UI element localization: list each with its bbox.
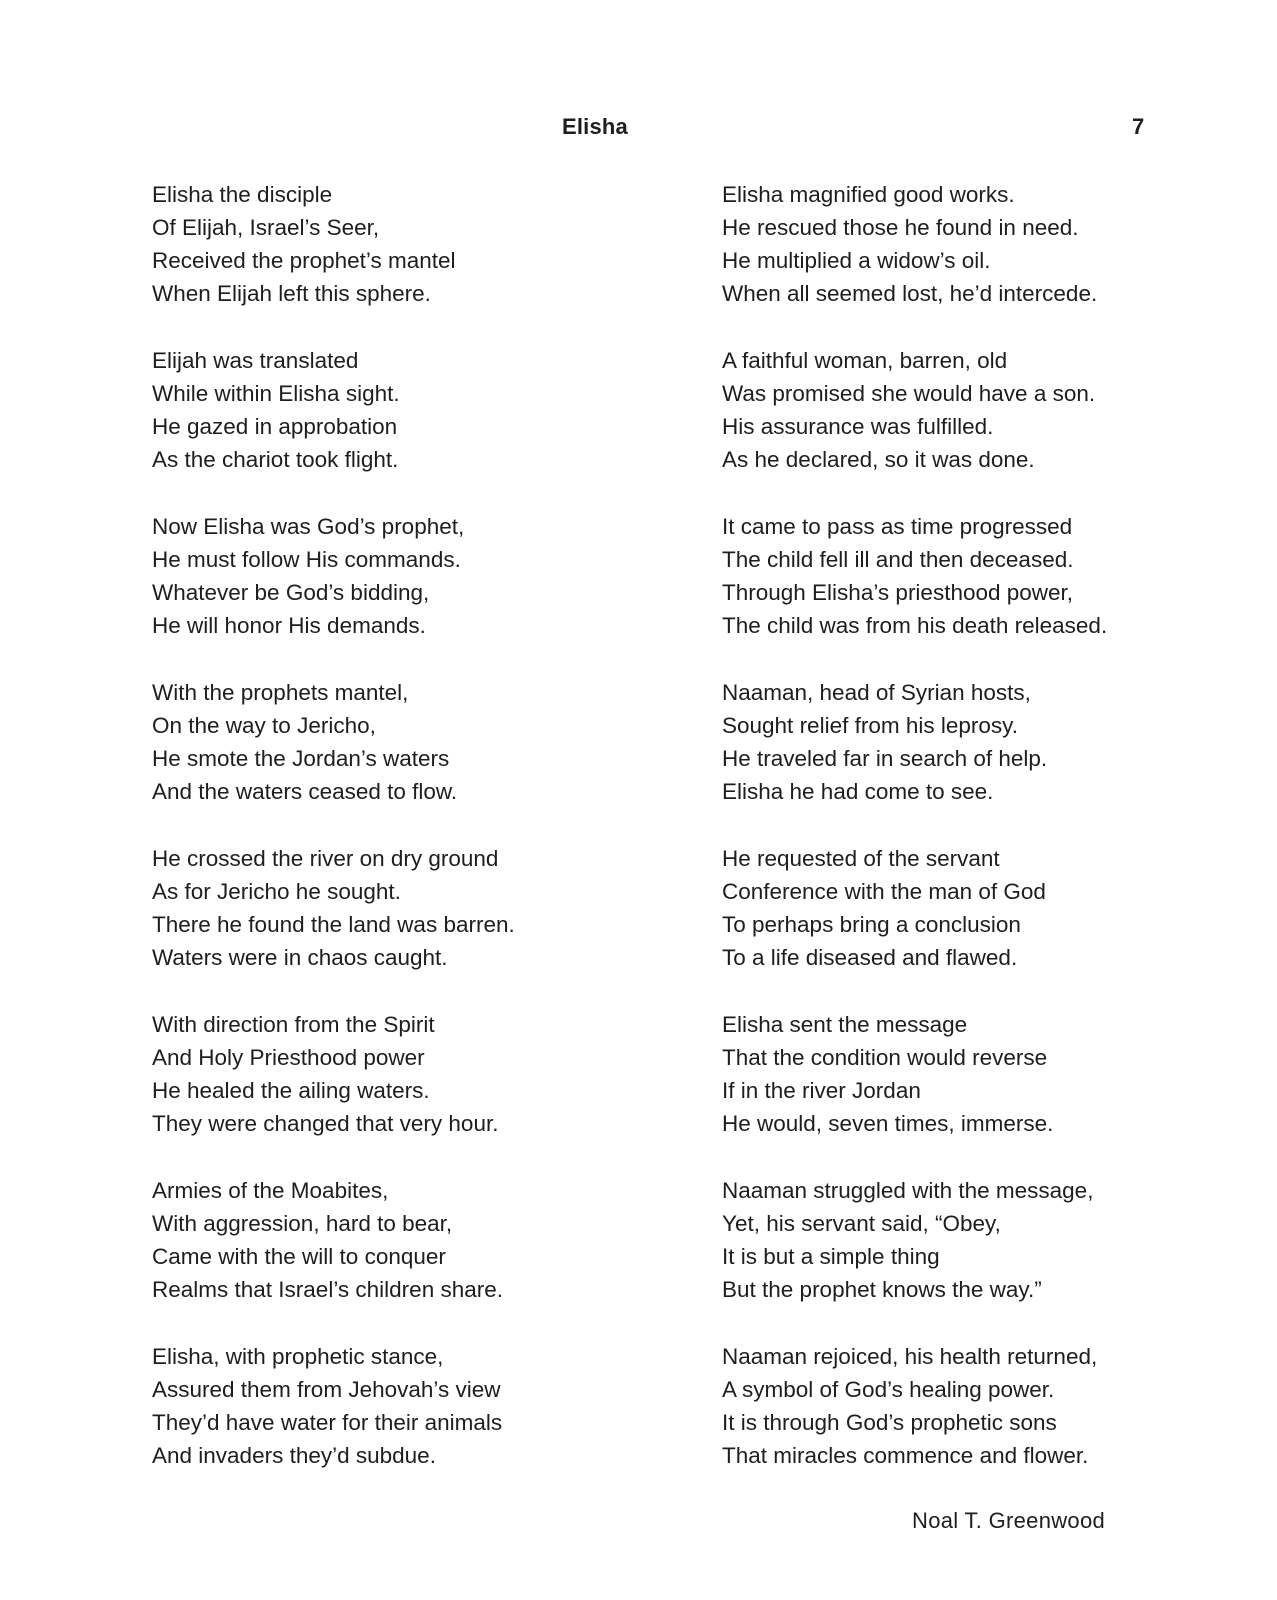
poem-line: He rescued those he found in need. [722,215,1079,240]
poem-line: With aggression, hard to bear, [152,1211,453,1236]
stanza [722,842,1202,1008]
stanza [722,1340,1202,1506]
stanza [152,510,622,676]
poem-line: If in the river Jordan [722,1078,921,1103]
poem-line: Now Elisha was God’s prophet, [152,514,465,539]
poem-line: Whatever be God’s bidding, [152,580,430,605]
left-column [152,178,622,1506]
poem-line: With the prophets mantel, [152,680,409,705]
poem-line: Elijah was translated [152,348,359,373]
stanza [722,344,1202,510]
poem-line: Sought relief from his leprosy. [722,713,1018,738]
poem-line: There he found the land was barren. [152,912,515,937]
poem-line: Elisha the disciple [152,182,333,207]
poem-line: That the condition would reverse [722,1045,1048,1070]
stanza [152,842,622,1008]
stanza [722,1008,1202,1174]
poem-line: A symbol of God’s healing power. [722,1377,1055,1402]
stanza [152,1340,622,1506]
right-column [722,178,1202,1506]
poem-line: As he declared, so it was done. [722,447,1035,472]
poem-line: Of Elijah, Israel’s Seer, [152,215,380,240]
poem-line: It is through God’s prophetic sons [722,1410,1057,1435]
poem-line: With direction from the Spirit [152,1012,435,1037]
poem-line: On the way to Jericho, [152,713,376,738]
poem-line: The child was from his death released. [722,613,1108,638]
poem-title: Elisha [561,114,628,139]
poem-line: He healed the ailing waters. [152,1078,430,1103]
poem-line: He smote the Jordan’s waters [152,746,450,771]
poem-line: They were changed that very hour. [152,1111,499,1136]
poem-line: Realms that Israel’s children share. [152,1277,503,1302]
stanza [152,676,622,842]
poem-line: Was promised she would have a son. [722,381,1096,406]
poem-line: Through Elisha’s priesthood power, [722,580,1074,605]
poem-line: Naaman, head of Syrian hosts, [722,680,1031,705]
poem-line: He will honor His demands. [152,613,426,638]
poem-line: He would, seven times, immerse. [722,1111,1054,1136]
poem-line: And invaders they’d subdue. [152,1443,436,1468]
stanza [722,1174,1202,1340]
poem-line: Armies of the Moabites, [152,1178,389,1203]
poem-line: He must follow His commands. [152,547,461,572]
poem-line: Naaman rejoiced, his health returned, [722,1344,1098,1369]
poem-line: He crossed the river on dry ground [152,846,499,871]
poem-line: As the chariot took flight. [152,447,399,472]
poem-line: When all seemed lost, he’d intercede. [722,281,1098,306]
poem-line: Received the prophet’s mantel [152,248,456,273]
poem-line: To perhaps bring a conclusion [722,912,1021,937]
stanza [722,178,1202,344]
poem-line: He traveled far in search of help. [722,746,1048,771]
author-signature: Noal T. Greenwood [912,1508,1106,1533]
poem-line: The child fell ill and then deceased. [722,547,1074,572]
page-number: 7 [1132,114,1145,139]
stanza [152,178,622,344]
poem-line: Elisha he had come to see. [722,779,994,804]
poem-line: When Elijah left this sphere. [152,281,431,306]
poem-line: It is but a simple thing [722,1244,940,1269]
poem-line: To a life diseased and flawed. [722,945,1018,970]
stanza [722,510,1202,676]
poem-line: His assurance was fulfilled. [722,414,994,439]
poem-line: Yet, his servant said, “Obey, [722,1211,1001,1236]
poem-line: Naaman struggled with the message, [722,1178,1094,1203]
stanza [152,344,622,510]
poem-line: A faithful woman, barren, old [722,348,1008,373]
poem-line: While within Elisha sight. [152,381,400,406]
poem-line: Elisha magnified good works. [722,182,1015,207]
poem-line: It came to pass as time progressed [722,514,1073,539]
poem-line: But the prophet knows the way.” [722,1277,1042,1302]
poem-line: That miracles commence and flower. [722,1443,1089,1468]
poem-line: Elisha, with prophetic stance, [152,1344,444,1369]
poem-line: He multiplied a widow’s oil. [722,248,991,273]
poem-line: Came with the will to conquer [152,1244,446,1269]
poem-line: He gazed in approbation [152,414,398,439]
stanza [152,1174,622,1340]
poem-line: And Holy Priesthood power [152,1045,425,1070]
poem-line: Assured them from Jehovah’s view [152,1377,501,1402]
poem-line: Conference with the man of God [722,879,1046,904]
stanza [722,676,1202,842]
stanza [152,1008,622,1174]
poem-line: Elisha sent the message [722,1012,968,1037]
poem-line: He requested of the servant [722,846,1000,871]
poem-line: As for Jericho he sought. [152,879,401,904]
poem-line: They’d have water for their animals [152,1410,503,1435]
poem-line: And the waters ceased to flow. [152,779,458,804]
poem-line: Waters were in chaos caught. [152,945,448,970]
